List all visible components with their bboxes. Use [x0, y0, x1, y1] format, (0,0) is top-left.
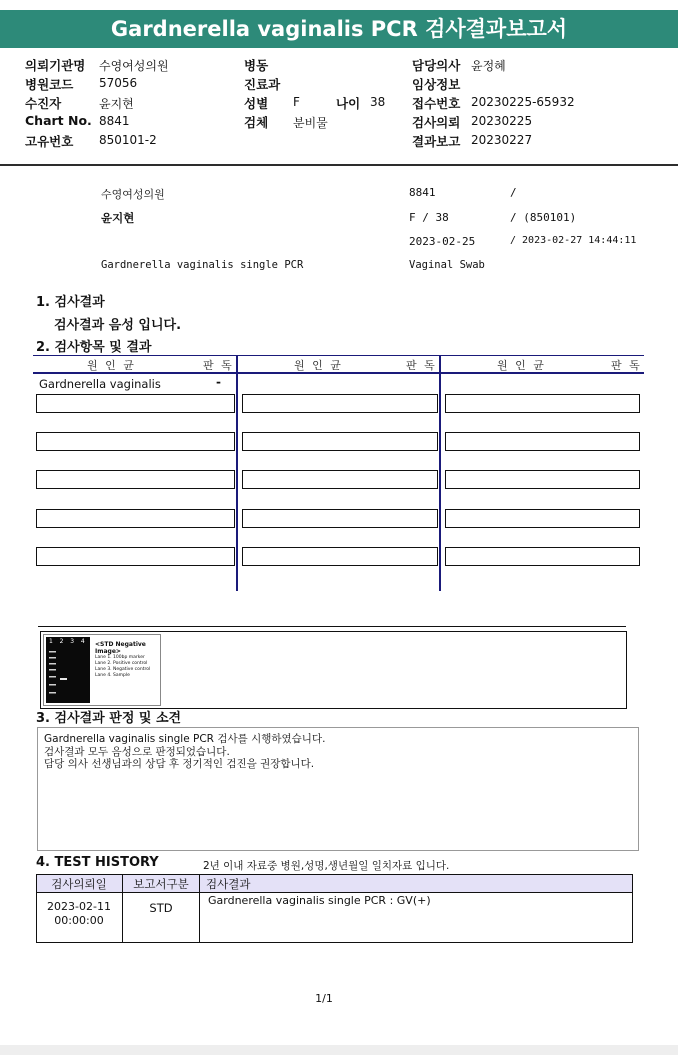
gel-frame	[40, 631, 627, 709]
history-col-divider-2	[199, 874, 200, 943]
clinic-label: 의뢰기관명	[25, 58, 86, 73]
col-organism-3: 원 인 균	[497, 359, 546, 372]
age-value: 38	[370, 95, 386, 109]
result-box	[242, 432, 438, 451]
report-date-label: 결과보고	[412, 134, 461, 149]
gel-lane-numbers: 1 2 3 4	[49, 638, 86, 645]
result-box	[445, 547, 640, 566]
history-row-type: STD	[149, 901, 173, 915]
gel-title: <STD Negative Image>	[95, 641, 146, 655]
results-table	[33, 355, 644, 591]
gel-legend-item: Lane 4. Sample	[95, 673, 130, 678]
summary-test-name: Gardnerella vaginalis single PCR	[101, 259, 304, 271]
organism-judgement: -	[216, 375, 221, 389]
result-box	[242, 470, 438, 489]
receipt-no-value: 20230225-65932	[471, 95, 575, 109]
section1-heading: 1. 검사결과	[36, 295, 105, 310]
result-box	[445, 394, 640, 413]
section3-heading: 3. 검사결과 판정 및 소견	[36, 711, 182, 726]
summary-id-code: / (850101)	[510, 211, 577, 224]
chart-no-label: Chart No.	[25, 113, 92, 128]
history-date: 2023-02-11	[47, 900, 111, 913]
gel-legend	[95, 655, 150, 679]
age-label: 나이	[336, 96, 361, 111]
summary-sex-age: F / 38	[409, 211, 449, 224]
opinion-box	[37, 727, 639, 851]
result-box	[445, 432, 640, 451]
hospital-code-value: 57056	[99, 76, 138, 90]
col-judgement-1: 판 독	[203, 359, 234, 372]
history-row-date	[36, 900, 122, 928]
summary-clinic: 수영여성의원	[101, 188, 165, 201]
result-box	[445, 509, 640, 528]
opinion-text	[44, 733, 325, 771]
history-col-type: 보고서구분	[133, 877, 189, 891]
dept-label: 진료과	[244, 77, 281, 92]
col-judgement-3: 판 독	[611, 359, 642, 372]
history-col-result: 검사결과	[206, 877, 251, 891]
summary-slash: /	[510, 186, 517, 199]
history-table	[36, 874, 633, 944]
section4-heading: 4. TEST HISTORY	[36, 855, 159, 870]
hospital-code-label: 병원코드	[25, 77, 74, 92]
result-box	[36, 509, 235, 528]
request-date-value: 20230225	[471, 114, 533, 128]
header-left	[25, 56, 245, 151]
chart-no-value: 8841	[99, 114, 130, 128]
summary-request-date: 2023-02-25	[409, 235, 476, 248]
col-judgement-2: 판 독	[406, 359, 437, 372]
report-date-value: 20230227	[471, 133, 533, 147]
result-box	[36, 547, 235, 566]
table-col-divider-2	[439, 355, 441, 591]
doctor-label: 담당의사	[412, 58, 461, 73]
result-box	[242, 394, 438, 413]
opinion-line: 담당 의사 선생님과의 상담 후 정기적인 검진을 권장합니다.	[44, 758, 315, 770]
receipt-no-label: 접수번호	[412, 96, 461, 111]
patient-value: 윤지현	[99, 97, 134, 111]
gel-top-rule	[38, 626, 626, 627]
section2-heading: 2. 검사항목 및 결과	[36, 340, 152, 355]
specimen-label: 검체	[244, 115, 269, 130]
summary-patient: 윤지현	[101, 211, 135, 225]
gel-figure	[43, 634, 161, 706]
result-box	[36, 470, 235, 489]
sex-value: F	[293, 95, 300, 109]
summary-report-date: / 2023-02-27 14:44:11	[510, 235, 637, 246]
col-organism-2: 원 인 균	[294, 359, 343, 372]
ward-label: 병동	[244, 58, 269, 73]
gel-legend-item: Lane 2. Positive control	[95, 661, 148, 666]
opinion-line: 검사결과 모두 음성으로 판정되었습니다.	[44, 745, 230, 758]
gel-legend-item: Lane 3. Negative control	[95, 667, 151, 672]
clinical-info-label: 임상정보	[412, 77, 461, 92]
gel-legend-item: Lane 1. 100bp marker	[95, 655, 145, 660]
request-date-label: 검사의뢰	[412, 115, 461, 130]
unique-no-value: 850101-2	[99, 133, 157, 147]
organism-name: Gardnerella vaginalis	[39, 377, 161, 391]
result-box	[242, 509, 438, 528]
result-box	[36, 394, 235, 413]
patient-label: 수진자	[25, 96, 62, 111]
header-right	[412, 56, 652, 151]
summary-specimen: Vaginal Swab	[409, 259, 485, 271]
history-col-date: 검사의뢰일	[51, 877, 107, 891]
sex-label: 성별	[244, 96, 269, 111]
doctor-value: 윤정혜	[471, 59, 506, 73]
header-mid	[244, 56, 414, 151]
gel-image-icon	[46, 637, 90, 703]
result-box	[36, 432, 235, 451]
history-note: 2년 이내 자료중 병원,성명,생년월일 일치자료 입니다.	[203, 860, 450, 872]
section1-result: 검사결과 음성 입니다.	[54, 318, 182, 333]
bottom-strip	[0, 1045, 678, 1055]
table-col-divider-1	[236, 355, 238, 591]
unique-no-label: 고유번호	[25, 134, 74, 149]
result-box	[242, 547, 438, 566]
history-row-result: Gardnerella vaginalis single PCR : GV(+)	[208, 894, 431, 907]
header-divider	[0, 164, 678, 166]
table-top-rule	[33, 355, 644, 356]
report-title: Gardnerella vaginalis PCR 검사결과보고서	[110, 17, 568, 41]
clinic-value: 수영여성의원	[99, 59, 169, 73]
opinion-line: Gardnerella vaginalis single PCR 검사를 시행하였습니다.	[44, 733, 326, 745]
page-number: 1/1	[315, 992, 333, 1005]
summary-chart: 8841	[409, 186, 436, 199]
col-organism-1: 원 인 균	[87, 359, 136, 372]
specimen-value: 분비물	[293, 116, 328, 130]
result-box	[445, 470, 640, 489]
history-time: 00:00:00	[54, 914, 104, 927]
